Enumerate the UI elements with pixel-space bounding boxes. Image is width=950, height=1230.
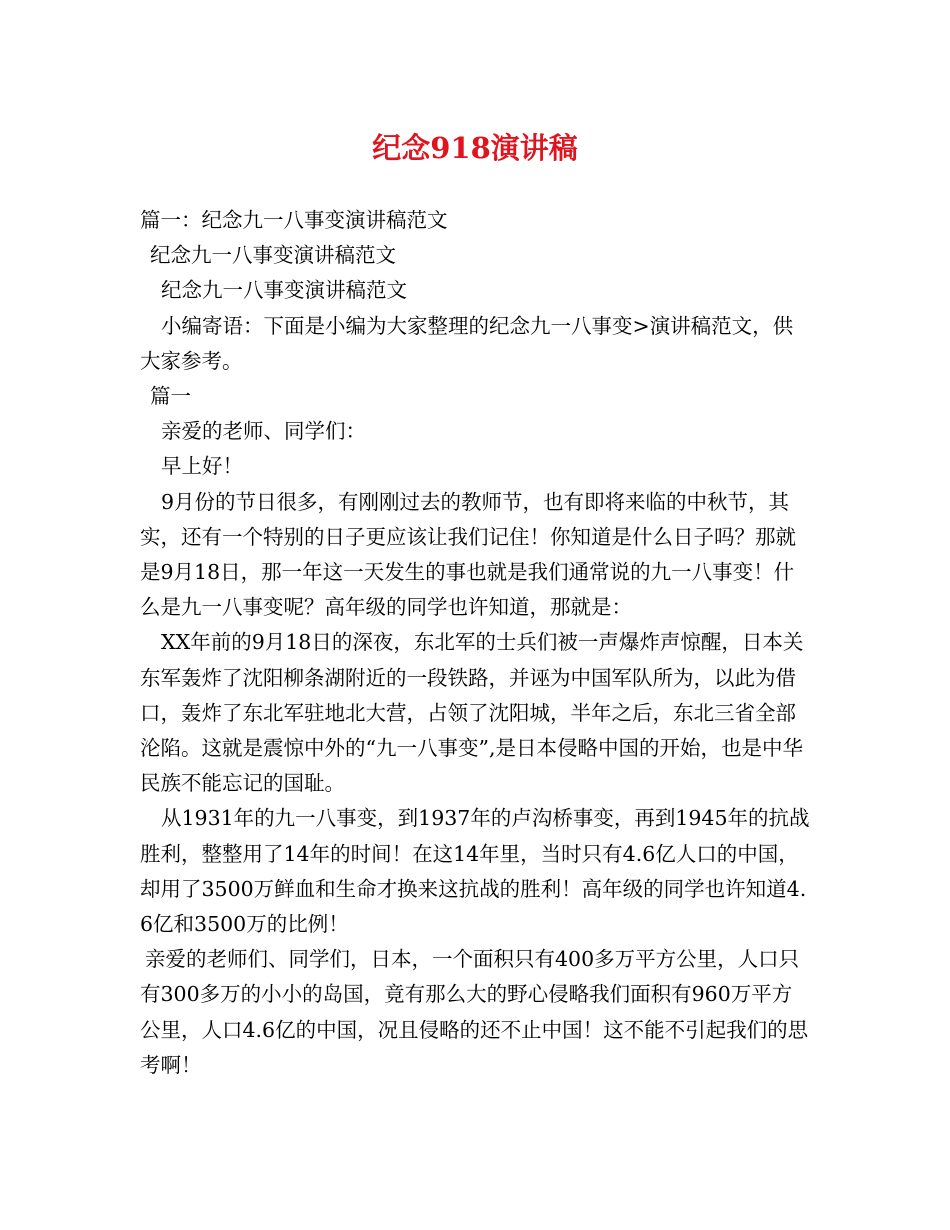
paragraph: 从1931年的九一八事变，到1937年的卢沟桥事变，再到1945年的抗战胜利，整整用了14年的时间！在这14年里，当时只有4.6亿人口的中国，却用了3500万鲜血和生命才换来这抗战的胜利！高年级的同学也许知道4.6亿和3500万的比例！: [140, 806, 810, 937]
paragraph: 小编寄语：下面是小编为大家整理的纪念九一八事变>演讲稿范文，供大家参考。: [140, 313, 794, 373]
document-title: 纪念918演讲稿: [372, 131, 578, 165]
paragraph: 篇一：纪念九一八事变演讲稿范文: [140, 208, 448, 232]
paragraph: XX年前的9月18日的深夜，东北军的士兵们被一声爆炸声惊醒，日本关东军轰炸了沈阳柳条湖附近的一段铁路，并诬为中国军队所为，以此为借口，轰炸了东北军驻地北大营，占领了沈阳城，半年之后，东北三省全部沦陷。这就是震惊中外的“九一八事变”,是日本侵略中国的开始，也是中华民族不能忘记的国耻。: [140, 630, 804, 796]
paragraph: 早上好！: [161, 454, 243, 479]
paragraph: 纪念九一八事变演讲稿范文: [161, 278, 407, 303]
paragraph: 9月份的节日很多，有刚刚过去的教师节，也有即将来临的中秋节，其实，还有一个特别的日子更应该让我们记住！你知道是什么日子吗？那就是9月18日，那一年这一天发生的事也就是我们通常说的九一八事变！什么是九一八事变呢？高年级的同学也许知道，那就是：: [140, 489, 796, 620]
paragraph: 纪念九一八事变演讲稿范文: [150, 243, 396, 268]
paragraph: 亲爱的老师们、同学们，日本，一个面积只有400多万平方公里，人口只有300多万的小小的岛国，竟有那么大的野心侵略我们面积有960万平方公里，人口4.6亿的中国，况且侵略的还不止中国！这不能不引起我们的思考啊！: [140, 947, 809, 1077]
paragraph: 篇一: [150, 384, 191, 409]
paragraph: 亲爱的老师、同学们：: [161, 419, 366, 444]
document-body: [140, 203, 812, 1083]
